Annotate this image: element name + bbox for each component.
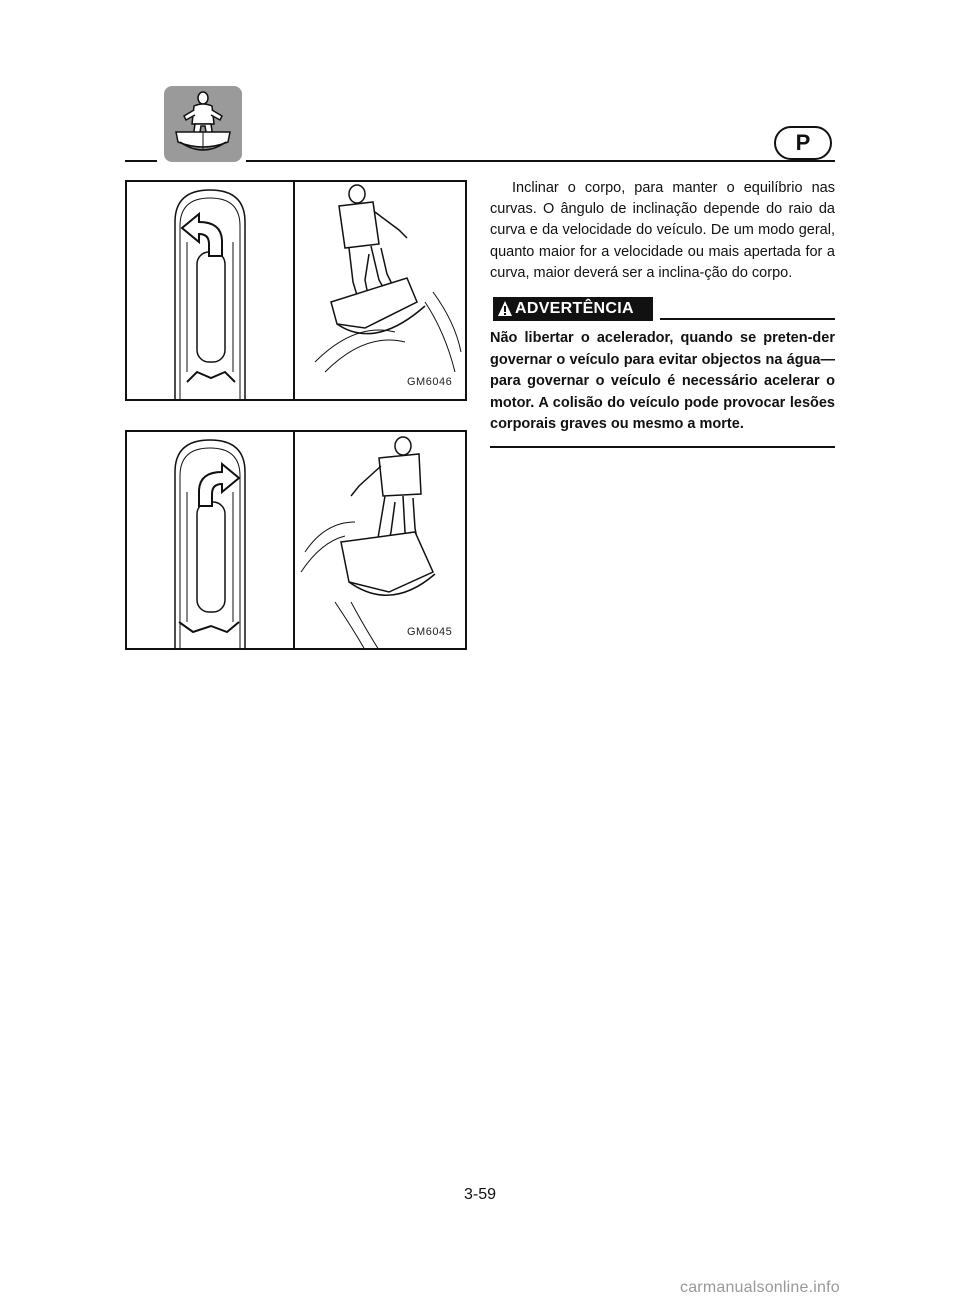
jet-ski-rider-icon (164, 86, 242, 162)
steer-left-arrow-icon (127, 182, 293, 401)
figure-code: GM6045 (407, 626, 453, 638)
language-badge: P (774, 126, 832, 160)
warning-label-text: ADVERTÊNCIA (515, 300, 634, 317)
warning-text: Não libertar o acelerador, quando se preten-der governar o veículo para evitar objectos na água—para governar o veículo é necessário acelerar o motor. A colisão do veículo pode provocar lesões corporais graves ou mesmo a morte. (490, 330, 835, 433)
header-rule-left (125, 160, 157, 162)
watermark: carmanualsonline.info (680, 1279, 840, 1296)
warning-rule-top (660, 318, 835, 320)
steer-right-arrow-icon (127, 432, 293, 650)
figure-turn-right (125, 430, 467, 650)
section-icon (164, 86, 242, 162)
figure-code: GM6046 (407, 376, 453, 388)
rider-leaning-left-icon (295, 182, 465, 401)
header-rule-right (246, 160, 835, 162)
rider-leaning-right-icon (295, 432, 465, 650)
warning-label (493, 297, 653, 321)
warning-rule-bottom (490, 446, 835, 448)
body-paragraph: Inclinar o corpo, para manter o equilíbrio nas curvas. O ângulo de inclinação depende do raio da curva e da velocidade do veículo. De um modo geral, quanto maior for a velocidade ou mais apertada for a curva, maior deverá ser a inclina-ção do corpo. (490, 180, 835, 281)
figure-turn-left (125, 180, 467, 401)
page-number: 3-59 (463, 1186, 497, 1203)
warning-triangle-icon (497, 300, 513, 317)
